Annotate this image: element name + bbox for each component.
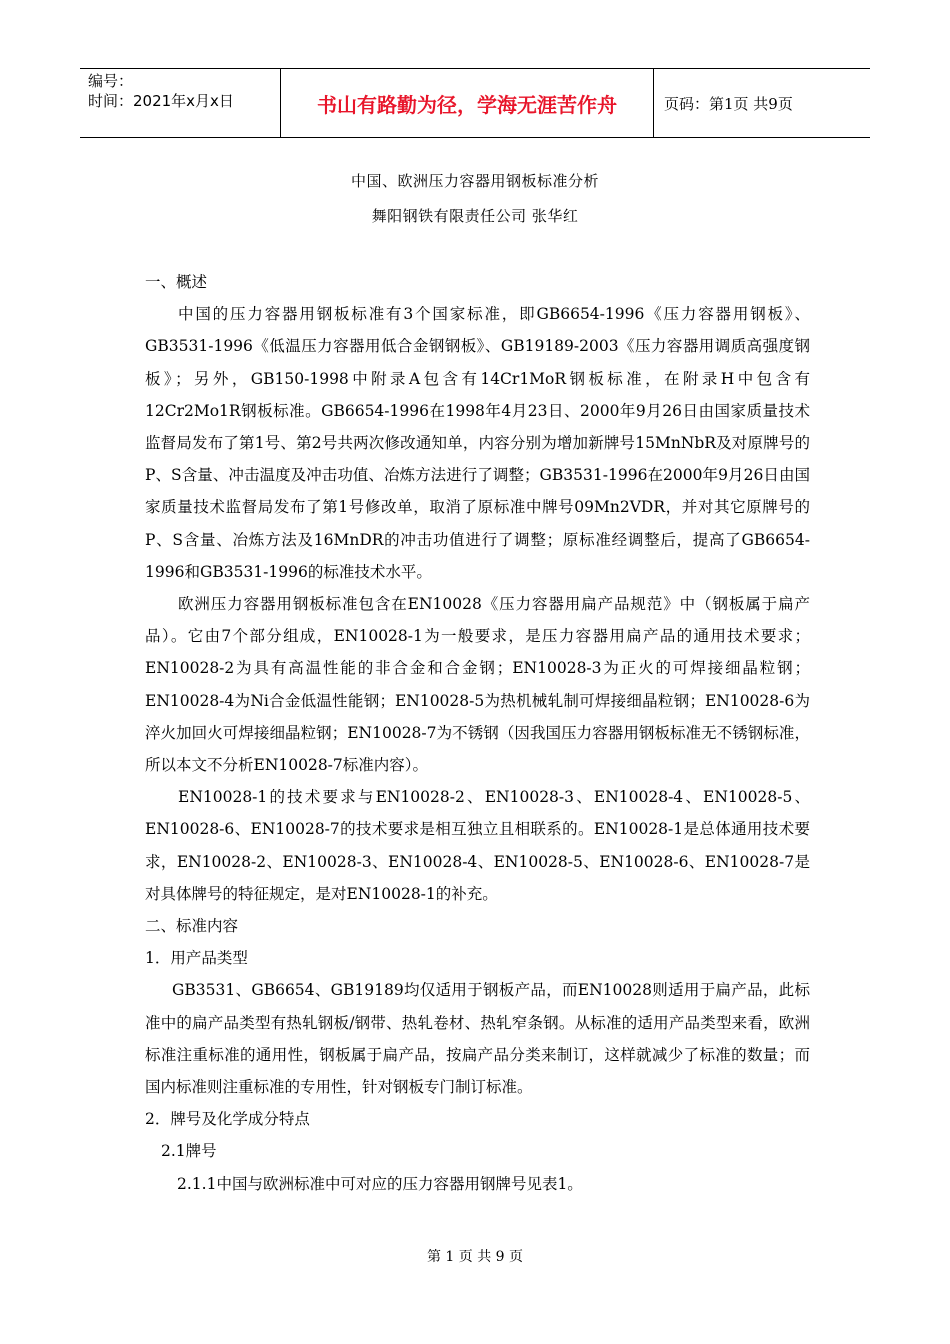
document-title: 中国、欧洲压力容器用钢板标准分析	[350, 172, 599, 190]
paragraph-eu-standards: 欧洲压力容器用钢板标准包含在EN10028《压力容器用扁产品规范》中（钢板属于扁产品）。它由7个部分组成，EN10028-1为一般要求，是压力容器用扁产品的通用技术要求；EN10028-2为具有高温性能的非合金和合金钢；EN10028-3为正火的可焊接细晶粒钢；EN10028-4为Ni合金低温性能钢；EN10028-5为热机械轧制可焊接细晶粒钢；EN10028-6为淬火加回火可焊接细晶粒钢；EN10028-7为不锈钢（因我国压力容器用钢板标准无不锈钢标准，所以本文不分析EN10028-7标准内容）。	[145, 595, 810, 775]
header-motto: 书山有路勤为径，学海无涯苦作舟	[317, 92, 617, 117]
time-label: 时间：2021年x月x日	[88, 92, 234, 110]
section-heading-overview: 一、概述	[145, 273, 208, 291]
paragraph-product-type: GB3531、GB6654、GB19189均仅适用于钢板产品，而EN10028则适用于扁产品，此标准中的扁产品类型有热轧钢板/钢带、热轧卷材、热轧窄条钢。从标准的适用产品类型来看，欧洲标准注重标准的通用性，钢板属于扁产品，按扁产品分类来制订，这样就减少了标准的数量；而国内标准则注重标准的专用性，针对钢板专门制订标准。	[145, 981, 810, 1097]
page-header	[80, 68, 870, 138]
paragraph-china-standards: 中国的压力容器用钢板标准有3个国家标准，即GB6654-1996《压力容器用钢板》、GB3531-1996《低温压力容器用低合金钢钢板》、GB19189-2003《压力容器用调质高强度钢板》；另外，GB150-1998中附录A包含有14Cr1MoR钢板标准，在附录H中包含有12Cr2Mo1R钢板标准。GB6654-1996在1998年4月23日、2000年9月26日由国家质量技术监督局发布了第1号、第2号共两次修改通知单，内容分别为增加新牌号15MnNbR及对原牌号的P、S含量、冲击温度及冲击功值、冶炼方法进行了调整；GB3531-1996在2000年9月26日由国家质量技术监督局发布了第1号修改单，取消了原标准中牌号09Mn2VDR，并对其它原牌号的P、S含量、冶炼方法及16MnDR的冲击功值进行了调整；原标准经调整后，提高了GB6654-1996和GB3531-1996的标准技术水平。	[145, 305, 810, 581]
section-heading-content: 二、标准内容	[145, 917, 239, 936]
header-meta	[80, 69, 281, 137]
header-motto-cell	[281, 69, 654, 137]
document-author: 舞阳钢铁有限责任公司 张华红	[371, 207, 579, 225]
subheading-grades-chemistry: 2．牌号及化学成分特点	[145, 1110, 310, 1129]
subheading-grades: 2.1牌号	[161, 1142, 217, 1161]
paragraph-table-ref: 2.1.1中国与欧洲标准中可对应的压力容器用钢牌号见表1。	[177, 1174, 583, 1193]
page-footer: 第 1 页 共 9 页	[426, 1249, 524, 1265]
document-body	[145, 266, 810, 1200]
page-count-label: 页码：第1页 共9页	[664, 94, 793, 113]
paragraph-en10028-relation: EN10028-1的技术要求与EN10028-2、EN10028-3、EN10028-4、EN10028-5、EN10028-6、EN10028-7的技术要求是相互独立且相联系的。EN10028-1是总体通用技术要求，EN10028-2、EN10028-3、EN10028-4、EN10028-5、EN10028-6、EN10028-7是对具体牌号的特征规定，是对EN10028-1的补充。	[145, 788, 810, 903]
number-label: 编号：	[88, 72, 134, 90]
subheading-product-type: 1．用产品类型	[145, 949, 248, 968]
